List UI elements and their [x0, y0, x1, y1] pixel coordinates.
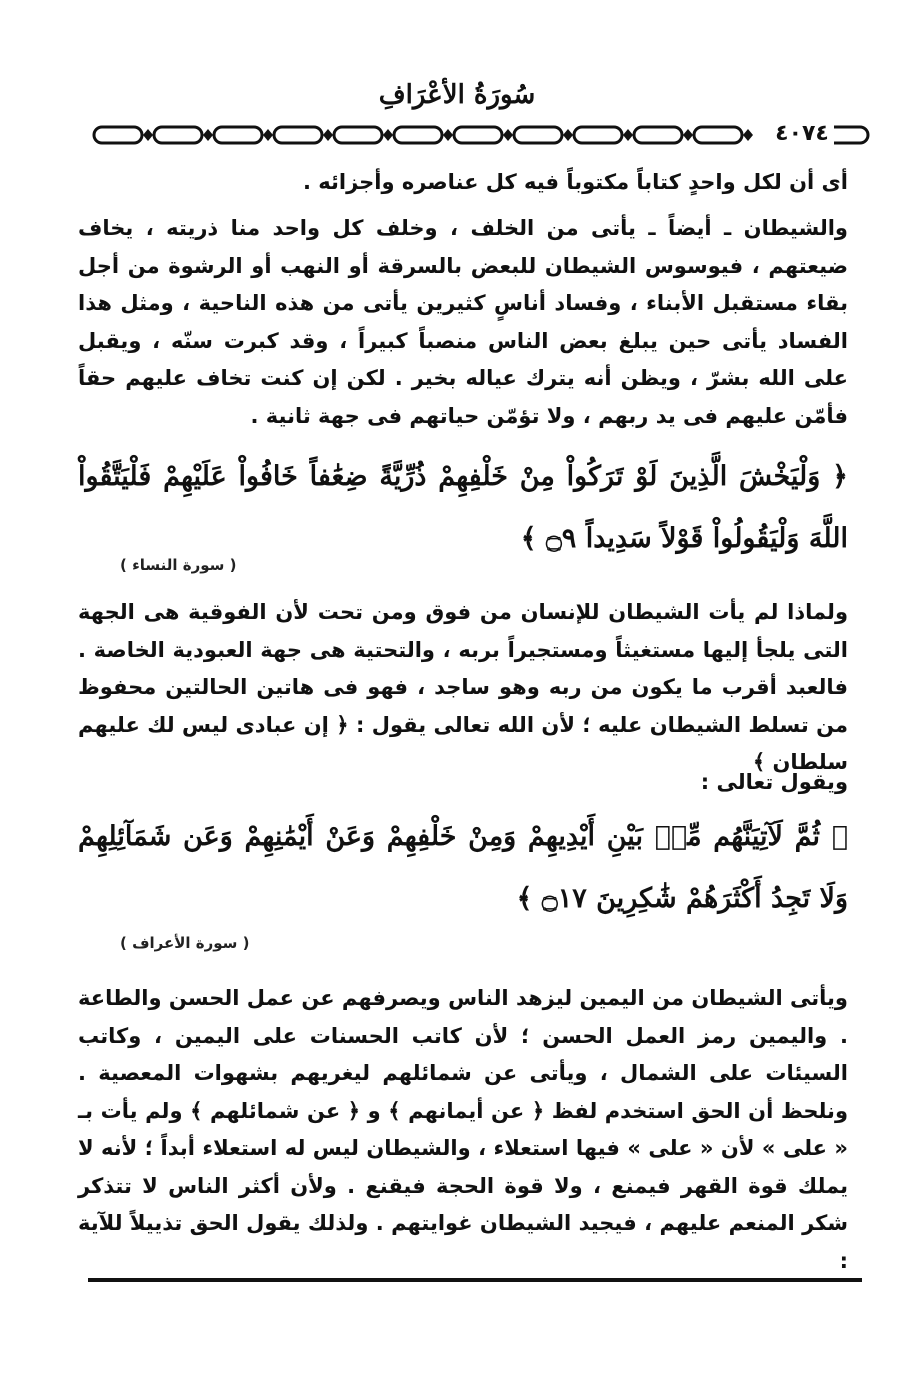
quran-verse-nisa: ﴿ وَلْيَخْشَ الَّذِينَ لَوْ تَرَكُواْ مِنْ خَلْفِهِمْ ذُرِّيَّةً ضِعَٰفاً خَافُواْ عَلَيْهِمْ فَلْيَتَّقُواْ اللَّهَ وَلْيَقُولُواْ قَوْلاً سَدِيداً ۝٩ ﴾: [78, 461, 848, 554]
paragraph-above-below: ولماذا لم يأت الشيطان للإنسان من فوق ومن تحت لأن الفوقية هى الجهة التى يلجأ إليها مستغيثاً ومستجيراً بربه ، والتحتية هى جهة العبودية الخاصة . فالعبد أقرب ما يكون من ربه وهو ساجد ، فهو فى هاتين الحالتين محفوظ من تسلط الشيطان عليه ؛ لأن الله تعالى يقول : ﴿ إن عبادى ليس لك عليهم سلطان ﴾: [78, 600, 848, 774]
paragraph-right-left: ويأتى الشيطان من اليمين ليزهد الناس ويصرفهم عن عمل الحسن والطاعة . واليمين رمز العمل الحسن ؛ لأن كاتب الحسنات على اليمين ، وكاتب السيئات على الشمال ، ويأتى عن شمائلهم ليغريهم بشهوات المعصية . ونلحظ أن الحق استخدم لفظ ﴿ عن أيمانهم ﴾ و ﴿ عن شمائلهم ﴾ ولم يأت بـ « على » لأن « على » فيها استعلاء ، والشيطان ليس له استعلاء أبداً ؛ لأنه لا يملك قوة القهر فيمنع ، ولا قوة الحجة فيقنع . ولأن أكثر الناس لا تتذكر شكر المنعم عليهم ، فيجيد الشيطان غوايتهم . ولذلك يقول الحق تذييلاً للآية :: [78, 986, 848, 1273]
page-number: ٤٠٧٤: [770, 120, 834, 148]
ornamental-border: [92, 122, 870, 148]
surah-title: سُورَةُ الأعْرَافِ: [378, 80, 536, 110]
paragraph-shaytan-behind: والشيطان ـ أيضاً ـ يأتى من الخلف ، وخلف كل واحد منا ذريته ، يخاف ضيعتهم ، فيوسوس الشيطان للبعض بالسرقة أو النهب أو الرشوة من أجل بقاء مستقبل الأبناء ، وفساد أناسٍ كثيرين يأتى من هذه الناحية ، ومثل هذا الفساد يأتى حين يبلغ بعض الناس منصباً كبيراً ، وقد كبرت سنّه ، ويقبل على الله بشرّ ، ويظن أنه يترك عياله بخير . لكن إن كنت تخاف عليهم حقاً فأمّن عليهم فى يد ربهم ، ولا تؤمّن حياتهم فى جهة ثانية .: [78, 216, 848, 428]
verse-source-nisa: ( سورة النساء ): [120, 556, 237, 574]
footer-divider: [88, 1278, 862, 1282]
paragraph-intro: أى أن لكل واحدٍ كتاباً مكتوباً فيه كل عناصره وأجزائه .: [302, 170, 848, 194]
chain-ornament-icon: [92, 122, 870, 148]
quran-verse-araf: ﴿ ثُمَّ لَآتِيَنَّهُم مِّنۢ بَيْنِ أَيْدِيهِمْ وَمِنْ خَلْفِهِمْ وَعَنْ أَيْمَٰنِهِمْ وَعَن شَمَآئِلِهِمْ وَلَا تَجِدُ أَكْثَرَهُمْ شَٰكِرِينَ ۝١٧ ﴾: [78, 821, 848, 914]
verse-source-araf: ( سورة الأعراف ): [120, 934, 250, 952]
paragraph-intro-verse: ويقول تعالى :: [700, 770, 848, 794]
